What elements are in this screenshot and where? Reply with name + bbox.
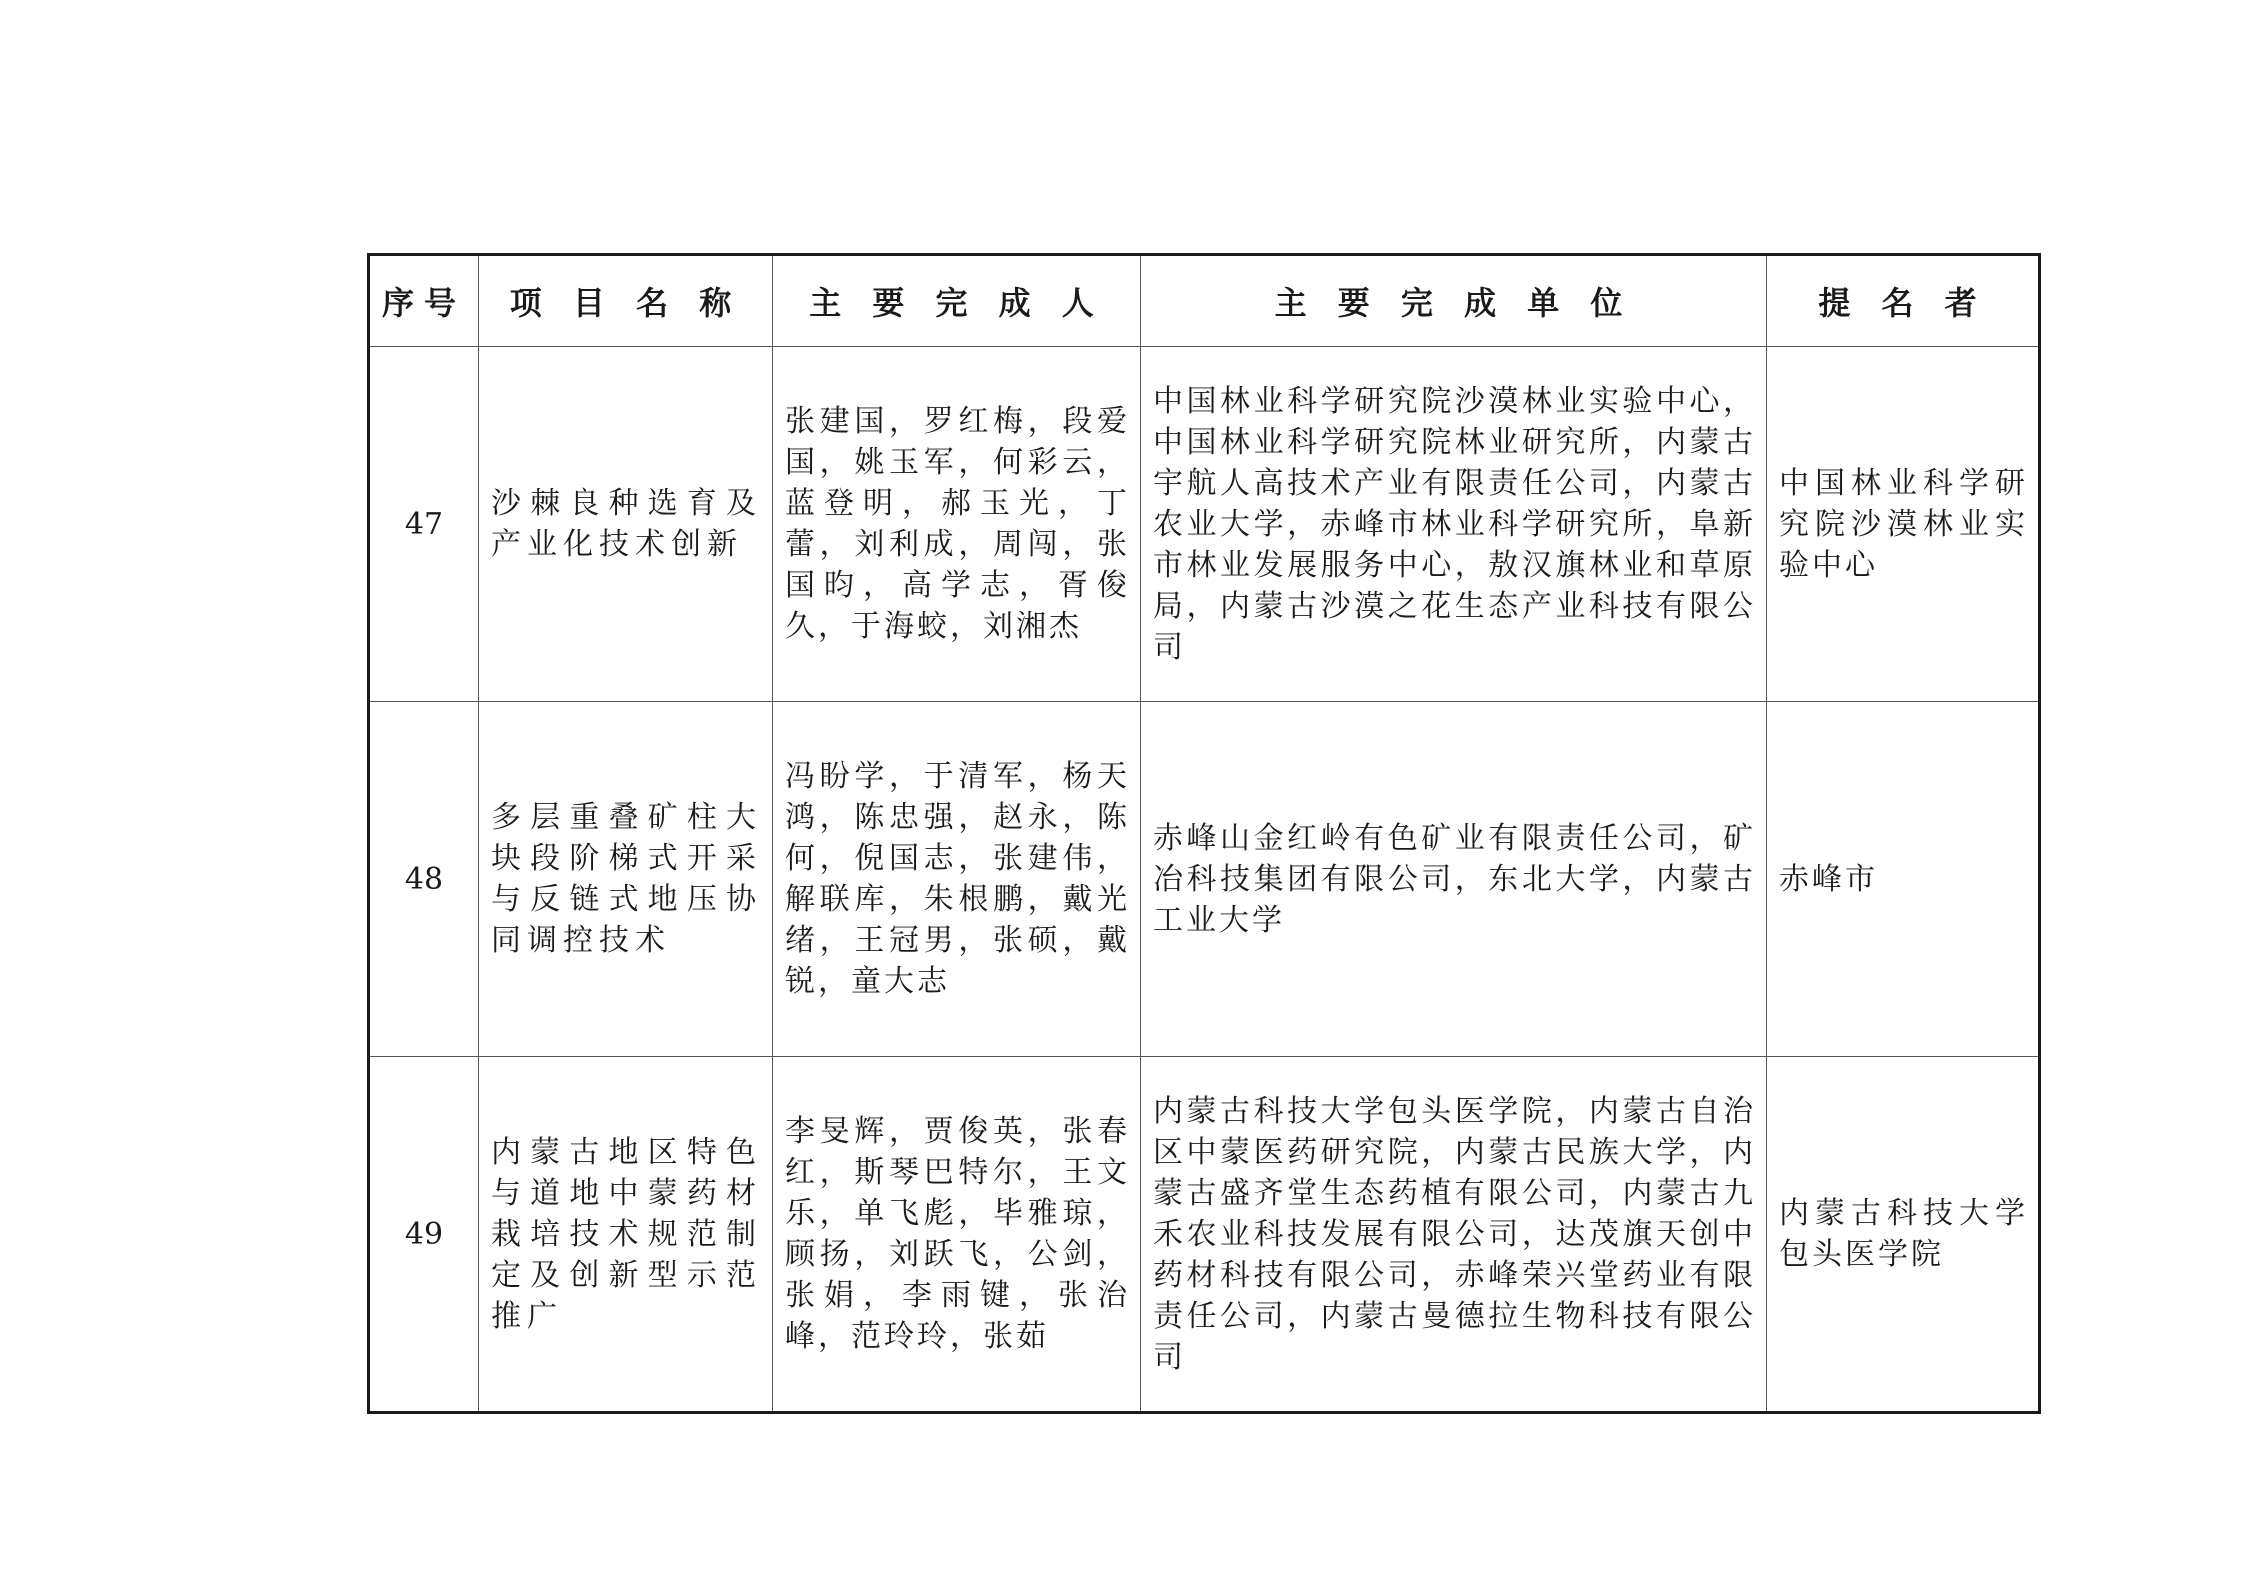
row-seq: 49 [369,1057,479,1413]
row-nominator: 内蒙古科技大学包头医学院 [1779,1196,2028,1272]
row-persons: 李旻辉，贾俊英，张春红，斯琴巴特尔，王文乐，单飞彪，毕雅琼，顾扬，刘跃飞，公剑，张娟，李雨键，张治峰，范玲玲，张茹 [785,1114,1130,1354]
row-nominator: 赤峰市 [1779,861,1878,897]
table-row [369,1057,2040,1413]
row-persons: 张建国，罗红梅，段爱国，姚玉军，何彩云，蓝登明，郝玉光，丁蕾，刘利成，周闯，张国昀，高学志，胥俊久，于海蛟，刘湘杰 [785,404,1130,644]
row-nominator: 中国林业科学研究院沙漠林业实验中心 [1779,465,2028,583]
header-project: 项 目 名 称 [479,255,773,347]
table-row [369,702,2040,1057]
header-units: 主 要 完 成 单 位 [1141,255,1767,347]
award-table [367,253,2041,1414]
header-seq: 序号 [369,255,479,347]
row-units: 内蒙古科技大学包头医学院，内蒙古自治区中蒙医药研究院，内蒙古民族大学，内蒙古盛齐堂生态药植有限公司，内蒙古九禾农业科技发展有限公司，达茂旗天创中药材科技有限公司，赤峰荣兴堂药业有限责任公司，内蒙古曼德拉生物科技有限公司 [1153,1093,1756,1375]
row-units: 赤峰山金红岭有色矿业有限责任公司，矿冶科技集团有限公司，东北大学，内蒙古工业大学 [1153,820,1756,938]
row-seq: 48 [369,702,479,1057]
row-project: 沙棘良种选育及产业化技术创新 [491,486,762,562]
row-project: 多层重叠矿柱大块段阶梯式开采与反链式地压协同调控技术 [491,800,762,958]
row-persons: 冯盼学，于清军，杨天鸿，陈忠强，赵永，陈何，倪国志，张建伟，解联库，朱根鹏，戴光绪，王冠男，张硕，戴锐，童大志 [785,759,1130,999]
row-units: 中国林业科学研究院沙漠林业实验中心，中国林业科学研究院林业研究所，内蒙古宇航人高技术产业有限责任公司，内蒙古农业大学，赤峰市林业科学研究所，阜新市林业发展服务中心，敖汉旗林业和草原局，内蒙古沙漠之花生态产业科技有限公司 [1153,383,1756,665]
header-persons: 主 要 完 成 人 [773,255,1141,347]
row-seq: 47 [369,347,479,702]
table-header-row [369,255,2040,347]
header-nominator: 提 名 者 [1767,255,2040,347]
table-row [369,347,2040,702]
row-project: 内蒙古地区特色与道地中蒙药材栽培技术规范制定及创新型示范推广 [491,1134,762,1334]
